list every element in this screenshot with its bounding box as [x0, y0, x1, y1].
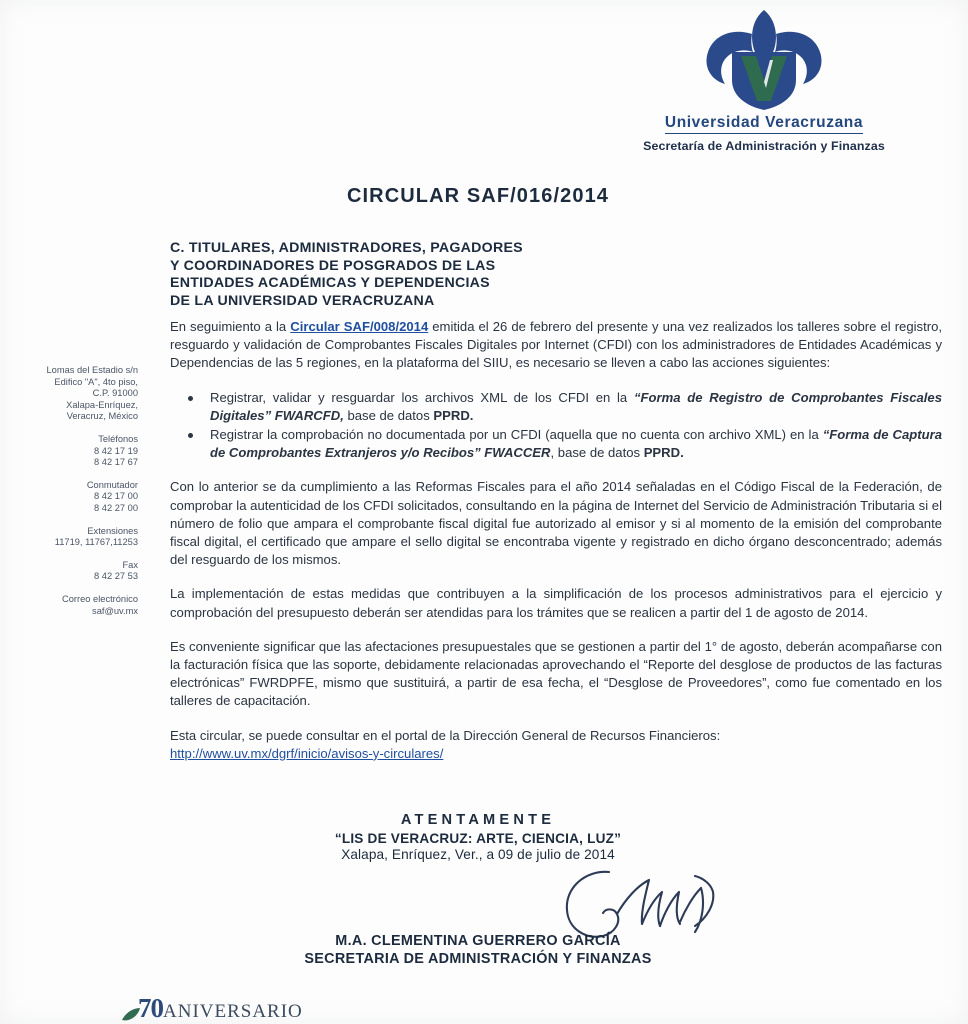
page-title: CIRCULAR SAF/016/2014: [346, 185, 610, 207]
conmutador-label: Conmutador: [86, 479, 138, 490]
sidebar-address-block: [0, 365, 138, 423]
portal-url-link[interactable]: http://www.uv.mx/dgrf/inicio/avisos-y-circulares/: [170, 745, 444, 761]
list-item: [210, 389, 942, 425]
signer-name: M.A. CLEMENTINA GUERRERO GARCÍA: [335, 933, 621, 949]
circular-saf-008-link[interactable]: Circular SAF/008/2014: [290, 319, 429, 334]
address-line: Lomas del Estadio s/n: [46, 365, 138, 375]
bullet2-mid: , base de datos: [550, 445, 644, 461]
fax-label: Fax: [122, 559, 138, 570]
department-name: Secretaría de Administración y Finanzas: [643, 139, 885, 153]
telefono-value: 8 42 17 19: [94, 445, 138, 456]
anniversary-word: ANIVERSARIO: [163, 1001, 303, 1022]
closing-block: [168, 812, 788, 862]
anniversary-logo: [120, 993, 303, 1024]
contact-sidebar: [0, 365, 150, 617]
action-bullet-list: [170, 389, 942, 463]
sidebar-correo-block: [0, 594, 138, 617]
conmutador-value: 8 42 17 00: [94, 491, 138, 502]
extensiones-value: 11719, 11767,11253: [54, 537, 138, 548]
logo-wrap: [604, 8, 924, 112]
telefonos-label: Teléfonos: [98, 433, 138, 444]
bullet1-form-name: “Forma de Registro de Comprobantes Fiscales Digitales” FWARCFD,: [210, 389, 942, 423]
address-line: C.P. 91000: [92, 388, 138, 399]
bullet2-database: PPRD.: [643, 445, 684, 461]
footer: [120, 990, 520, 1024]
place-and-date: Xalapa, Enríquez, Ver., a 09 de julio de 2014: [341, 847, 615, 862]
letterhead: [604, 8, 924, 153]
addressee-line: Y COORDINADORES DE POSGRADOS DE LAS: [170, 257, 496, 274]
bullet2-lead: Registrar la comprobación no documentada por un CFDI (aquella que no cuenta con archivo XML) en la: [210, 427, 823, 443]
addressee-line: ENTIDADES ACADÉMICAS Y DEPENDENCIAS: [170, 275, 490, 291]
paragraph-reformas-fiscales: Con lo anterior se da cumplimiento a las Reformas Fiscales para el año 2014 señaladas en el Código Fiscal de la Federación, de comprobar la autenticidad de los CFDI solicitados, consultando en la página de Internet del Servicio de Administración Tributaria si el número de folio que ampara el comprobante fiscal digital fue autorizado al emisor y si al momento de la emisión del comprobante fiscal digital, el certificado que ampare el sello digital se encontraba vigente y registrado en dicho órgano desconcentrado; además del resguardo de los mismos.: [170, 479, 942, 568]
anniversary-number: 70: [138, 993, 163, 1023]
bullet1-database: PPRD.: [433, 407, 474, 423]
correo-label: Correo electrónico: [62, 593, 138, 604]
paragraph-implementacion: La implementación de estas medidas que contribuyen a la simplificación de los procesos administrativos para el ejercicio y comprobación del presupuesto deberán ser atendidas para los trámites que se realicen a partir del 1 de agosto de 2014.: [170, 586, 942, 620]
list-item: [210, 426, 942, 462]
signer-block: [168, 932, 788, 968]
institutional-motto: “LIS DE VERACRUZ: ARTE, CIENCIA, LUZ”: [334, 831, 622, 846]
bullet2-form-name: “Forma de Captura de Comprobantes Extranjeros y/o Recibos” FWACCER: [210, 427, 942, 461]
addressee-line: DE LA UNIVERSIDAD VERACRUZANA: [170, 292, 435, 309]
bullet1-mid: base de datos: [343, 407, 434, 423]
addressee-block: [170, 240, 770, 310]
sidebar-telefonos-block: [0, 434, 138, 469]
correo-value: saf@uv.mx: [92, 605, 138, 616]
paragraph-portal: [170, 727, 942, 763]
telefono-value: 8 42 17 67: [94, 457, 138, 468]
fax-value: 8 42 27 53: [94, 571, 138, 582]
p1-text-after: emitida el 26 de febrero del presente y una vez realizados los talleres sobre el registro, resguardo y validación de Comprobantes Fiscales Digitales por Internet (CFDI) con los administradores de Entidades Académicas y Dependencias de las 5 regiones, en la plataforma del SIIU, es necesario se lleven a cabo las acciones siguientes:: [170, 319, 942, 371]
p5-text: Esta circular, se puede consultar en el portal de la Dirección General de Recursos Financieros:: [170, 727, 721, 743]
address-line: Veracruz, México: [66, 411, 138, 422]
sidebar-fax-block: [0, 560, 138, 583]
document-body: [170, 318, 942, 777]
addressee-line: C. TITULARES, ADMINISTRADORES, PAGADORES: [170, 240, 523, 256]
organization-name: Universidad Veracruzana: [665, 114, 863, 134]
paragraph-intro: [170, 318, 942, 373]
signer-title: SECRETARIA DE ADMINISTRACIÓN Y FINANZAS: [304, 951, 652, 967]
address-line: Xalapa-Enríquez,: [66, 399, 138, 410]
conmutador-value: 8 42 27 00: [94, 502, 138, 513]
extensiones-label: Extensiones: [87, 525, 138, 536]
bullet1-lead: Registrar, validar y resguardar los archivos XML de los CFDI en la: [210, 389, 634, 405]
atentamente-label: ATENTAMENTE: [400, 812, 556, 828]
p1-text-before: En seguimiento a la: [170, 319, 291, 334]
sidebar-extensiones-block: [0, 526, 138, 549]
address-line: Edifico "A", 4to piso,: [54, 376, 138, 387]
sidebar-conmutador-block: [0, 480, 138, 515]
fleur-de-lis-v-shield-logo: [684, 8, 844, 112]
paragraph-afectaciones: Es conveniente significar que las afectaciones presupuestales que se gestionen a partir del 1° de agosto, deberán acompañarse con la facturación física que las soporte, debidamente relacionadas aprovechando el “Reporte del desglose de productos de las facturas electrónicas” FWRDPFE, mismo que sustituirá, a partir de esa fecha, el “Desglose de Proveedores”, como fue comentado en los talleres de capacitación.: [170, 638, 942, 709]
